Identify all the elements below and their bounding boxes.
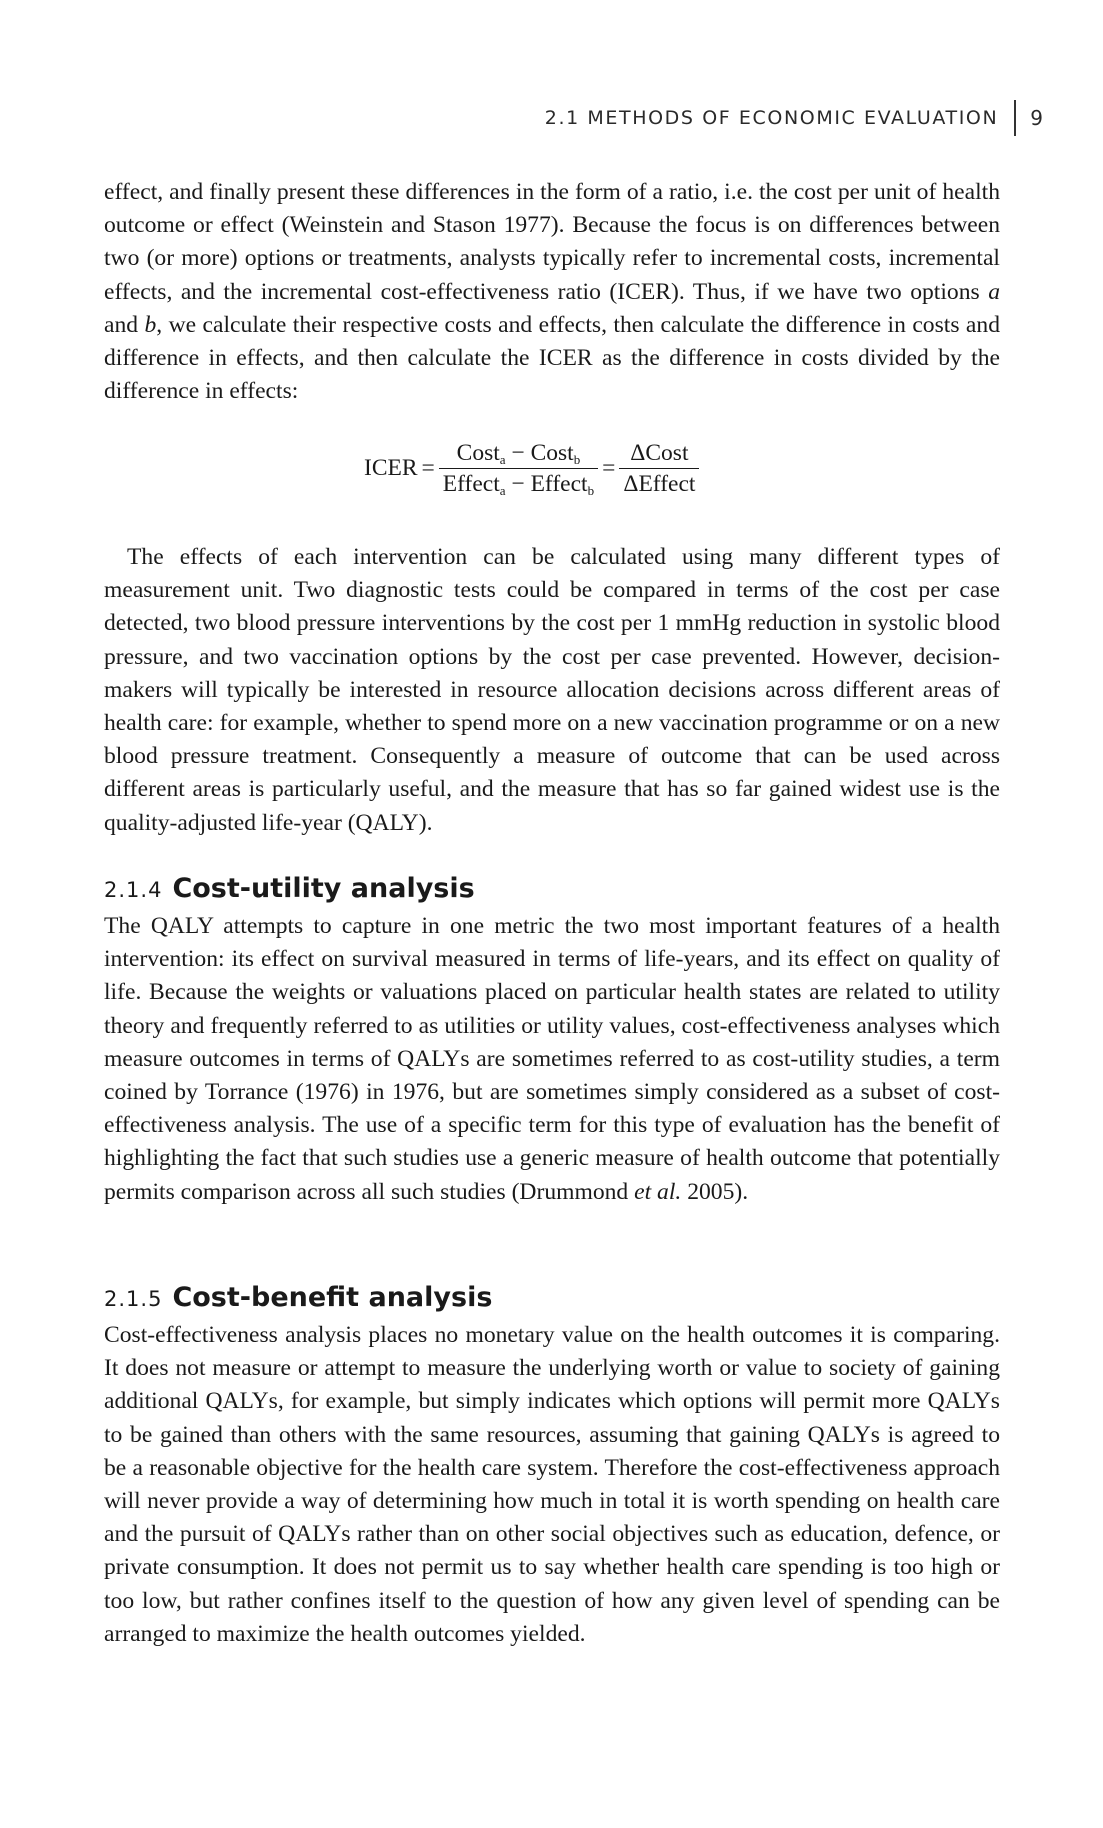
cost-effect-fraction [439, 438, 598, 499]
equation-equals-2: = [602, 455, 616, 482]
paragraph-text: The effects of each intervention can be calculated using many different types of measurement unit. Two diagnostic tests could be compared in terms of the cost per case detected, two blood pressure interventions by the cost per 1 mmHg reduction in systolic blood pressure, and two vaccination options by the cost per case prevented. However, decision-makers will typically be interested in resource allocation decisions across different areas of health care: for example, whether to spend more on a new vaccination programme or on a new blood pressure treatment. Consequently a measure of outcome that can be used across different areas is particularly useful, and the measure that has so far gained widest use is the quality-adjusted life-year (QALY). [104, 544, 1000, 836]
equation-equals-1: = [421, 455, 435, 482]
section-number: 2.1.5 [104, 1287, 163, 1311]
section-cost-utility [104, 868, 1000, 1209]
delta-cost: ΔCost [630, 440, 689, 466]
fraction-denominator: Effect$_a$ − Effect$_b$ [442, 471, 595, 499]
paragraph-text: Cost-effectiveness analysis places no monetary value on the health outcomes it is comparing. It does not measure or attempt to measure the underlying worth or value to society of gaining additional QALYs, for example, but simply indicates which options will permit more QALYs to be gained than others with the same resources, assuming that gaining QALYs is agreed to be a reasonable objective for the health care system. Therefore the cost-effectiveness approach will never provide a way of determining how much in total it is worth spending on health care and the pursuit of QALYs rather than on other social objectives such as education, defence, or private consumption. It does not permit us to say whether health care spending is too high or too low, but rather confines itself to the question of how any given level of spending can be arranged to maximize the health outcomes yielded. [104, 1322, 1000, 1647]
running-header [545, 100, 1043, 136]
section-cost-benefit [104, 1277, 1000, 1651]
icer-equation [364, 438, 699, 499]
section-number: 2.1.4 [104, 878, 163, 902]
delta-fraction [619, 438, 699, 499]
section-heading [104, 1277, 1000, 1319]
option-a: a [988, 278, 1000, 305]
citation-etal: et al. [634, 1178, 682, 1205]
header-divider [1014, 100, 1016, 136]
paragraph-text: effect, and finally present these differences in the form of a ratio, i.e. the cost per unit of health outcome or effect (Weinstein and Stason 1977). Because the focus is on differences between two (or more) options or treatments, analysts typically refer to incremental costs, incremental effects, and the incremental cost-effectiveness ratio (ICER). Thus, if we have two options a and b, we calculate their respective costs and effects, then calculate the difference in costs and difference in effects, and then calculate the ICER as the difference in costs divided by the difference in effects: [104, 179, 1000, 405]
section-heading [104, 868, 1000, 910]
section-title: Cost-benefit analysis [172, 1282, 493, 1313]
page-number: 9 [1030, 106, 1043, 130]
paragraph-text: The QALY attempts to capture in one metric the two most important features of a health intervention: its effect on survival measured in terms of life-years, and its effect on quality of life. Because the weights or valuations placed on particular health states are related to utility theory and frequently referred to as utilities or utility values, cost-effectiveness analyses which measure outcomes in terms of QALYs are sometimes referred to as cost-utility studies, a term coined by Torrance (1976) in 1976, but are sometimes simply considered as a subset of cost-effectiveness analysis. The use of a specific term for this type of evaluation has the benefit of highlighting the fact that such studies use a generic measure of health outcome that potentially permits comparison across all such studies (Drummond et al. 2005). [104, 913, 1000, 1205]
fraction-numerator: Cost$_a$ − Cost$_b$ [456, 440, 581, 467]
equation-lhs: ICER [364, 455, 418, 482]
paragraph-icer-intro [104, 176, 1000, 408]
paragraph-measurement-units [104, 541, 1000, 840]
section-title: Cost-utility analysis [172, 873, 475, 904]
delta-effect: ΔEffect [623, 471, 696, 498]
running-title: 2.1 METHODS OF ECONOMIC EVALUATION [544, 107, 999, 129]
option-b: b [144, 311, 157, 338]
